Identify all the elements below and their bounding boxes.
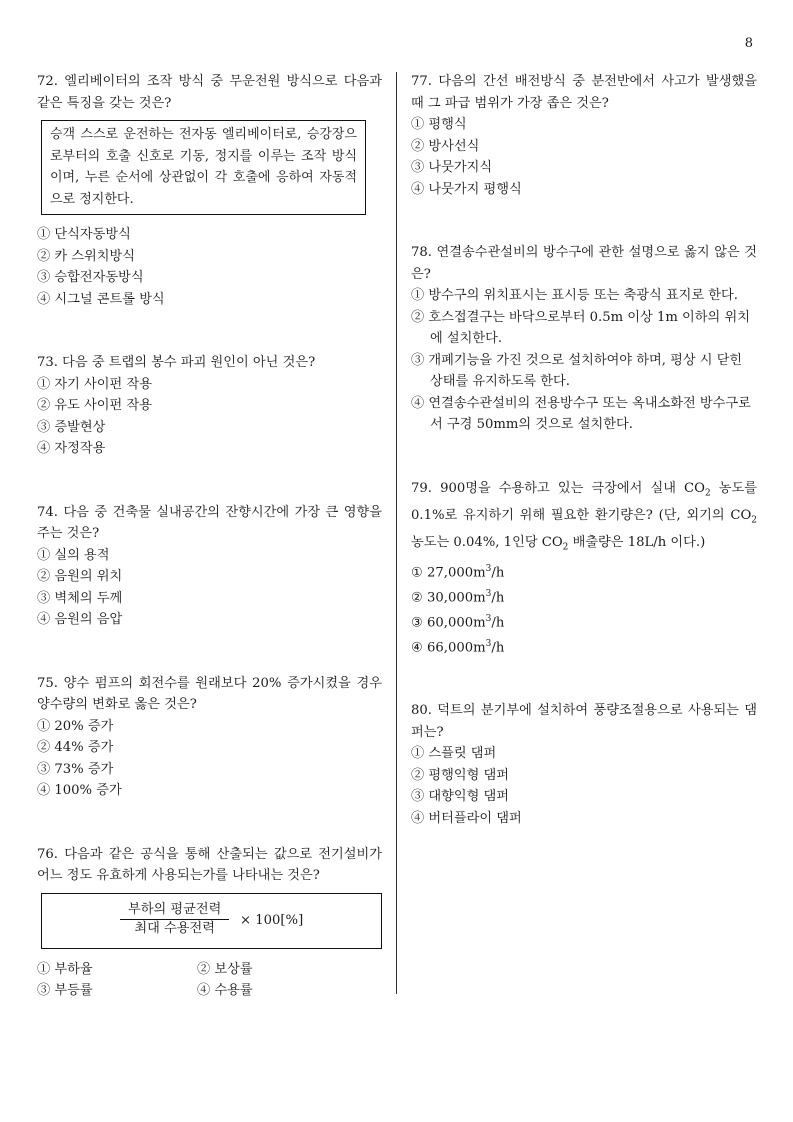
stem-part: 농도는 0.04%, 1인당 CO xyxy=(411,534,563,550)
formula-fraction xyxy=(120,901,229,938)
option-1[interactable]: ① 부하율 xyxy=(37,961,93,977)
option-3[interactable]: ③ 부등률 xyxy=(37,983,93,998)
option-1[interactable]: ① 실의 용적 xyxy=(37,547,110,563)
option-3[interactable]: ③ 증발현상 xyxy=(37,419,106,435)
option-4[interactable] xyxy=(411,634,757,659)
options-grid xyxy=(37,959,382,1002)
question-74 xyxy=(37,502,382,631)
formula-box xyxy=(41,893,382,949)
subscript: 2 xyxy=(751,515,757,526)
question-75 xyxy=(37,673,382,802)
option-2[interactable]: ② 호스접결구는 바닥으로부터 0.5m 이상 1m 이하의 위치에 설치한다. xyxy=(411,309,750,346)
option-4[interactable]: ④ 나뭇가지 평행식 xyxy=(411,181,522,197)
option-4[interactable]: ④ 연결송수관설비의 전용방수구 또는 옥내소화전 방수구로서 구경 50mm의 것으로 설치한다. xyxy=(411,395,751,432)
question-stem: 78. 연결송수관설비의 방수구에 관한 설명으로 옳지 않은 것은? xyxy=(411,245,757,282)
option-1[interactable]: ① 방수구의 위치표시는 표시등 또는 축광식 표지로 한다. xyxy=(411,288,738,303)
question-stem xyxy=(411,478,757,559)
option-2[interactable]: ② 방사선식 xyxy=(411,138,480,154)
option-2[interactable]: ② 음원의 위치 xyxy=(37,569,123,584)
stem-part: 79. 900명을 수용하고 있는 극장에서 실내 CO xyxy=(411,480,705,496)
subscript: 2 xyxy=(562,542,569,553)
option-1[interactable]: ① 20% 증가 xyxy=(37,718,114,734)
option-2[interactable] xyxy=(411,584,757,609)
option-3[interactable]: ③ 승합전자동방식 xyxy=(37,270,144,285)
option-unit: /h xyxy=(491,615,505,631)
formula-multiplier: × 100[%] xyxy=(240,912,304,928)
page-number: 8 xyxy=(744,36,753,51)
option-text: ① 27,000m xyxy=(411,565,486,581)
question-stem: 77. 다음의 간선 배전방식 중 분전반에서 사고가 발생했을 때 그 파급 범위가 가장 좁은 것은? xyxy=(411,74,757,111)
option-2[interactable]: ② 44% 증가 xyxy=(37,740,114,755)
question-73 xyxy=(37,352,382,460)
option-3[interactable]: ③ 개폐기능을 가진 것으로 설치하여야 하며, 평상 시 닫힌 상태를 유지하도록 한다. xyxy=(411,352,743,389)
option-2[interactable]: ② 보상률 xyxy=(197,961,253,977)
superscript: 3 xyxy=(485,613,492,624)
question-box: 승객 스스로 운전하는 전자동 엘리베이터로, 승강장으로부터의 호출 신호로 기동, 정지를 이루는 조작 방식이며, 누른 순서에 상관없이 각 호출에 응하여 자동적으로 정지한다. xyxy=(41,120,366,215)
option-text: ② 30,000m xyxy=(411,590,486,606)
formula-numerator: 부하의 평균전력 xyxy=(120,901,229,920)
question-72 xyxy=(37,71,382,310)
option-4[interactable]: ④ 100% 증가 xyxy=(37,783,122,798)
option-unit: /h xyxy=(491,639,505,655)
option-3[interactable]: ③ 대향익형 댐퍼 xyxy=(411,789,510,805)
stem-part: 농도를 0.1%로 유지하기 위해 필요한 환기량은? (단, 외기의 CO xyxy=(411,480,757,523)
option-text: ④ 66,000m xyxy=(411,639,486,655)
question-80 xyxy=(411,700,757,829)
question-77 xyxy=(411,71,757,200)
superscript: 3 xyxy=(485,638,492,649)
stem-part: 배출량은 18L/h 이다.) xyxy=(568,534,706,550)
question-78 xyxy=(411,242,757,436)
option-3[interactable]: ③ 나뭇가지식 xyxy=(411,160,493,175)
question-stem: 72. 엘리베이터의 조작 방식 중 무운전원 방식으로 다음과 같은 특징을 갖는 것은? xyxy=(37,74,382,111)
formula-denominator: 최대 수용전력 xyxy=(134,920,215,936)
option-2[interactable]: ② 카 스위치방식 xyxy=(37,248,136,264)
option-1[interactable]: ① 평행식 xyxy=(411,117,467,132)
option-3[interactable]: ③ 벽체의 두께 xyxy=(37,590,123,606)
option-4[interactable]: ④ 수용률 xyxy=(197,983,253,998)
option-3[interactable]: ③ 73% 증가 xyxy=(37,761,114,777)
superscript: 3 xyxy=(485,588,492,599)
option-1[interactable] xyxy=(411,559,757,584)
option-2[interactable]: ② 유도 사이펀 작용 xyxy=(37,398,152,413)
option-1[interactable]: ① 단식자동방식 xyxy=(37,227,131,242)
option-1[interactable]: ① 스플릿 댐퍼 xyxy=(411,746,497,762)
option-unit: /h xyxy=(491,565,505,581)
question-stem: 80. 덕트의 분기부에 설치하여 풍량조절용으로 사용되는 댐퍼는? xyxy=(411,703,757,740)
question-stem: 76. 다음과 같은 공식을 통해 산출되는 값으로 전기설비가 어느 정도 유효하게 사용되는가를 나타내는 것은? xyxy=(37,846,382,883)
subscript: 2 xyxy=(704,488,711,499)
option-text: ③ 60,000m xyxy=(411,615,486,631)
right-column xyxy=(411,71,757,829)
question-stem: 74. 다음 중 건축물 실내공간의 잔향시간에 가장 큰 영향을 주는 것은? xyxy=(37,504,382,541)
question-76 xyxy=(37,844,382,1002)
question-79 xyxy=(411,478,757,659)
question-stem: 75. 양수 펌프의 회전수를 원래보다 20% 증가시켰을 경우 양수량의 변화로 옳은 것은? xyxy=(37,675,382,712)
column-divider xyxy=(396,72,397,994)
option-1[interactable]: ① 자기 사이펀 작용 xyxy=(37,376,152,392)
option-4[interactable]: ④ 자정작용 xyxy=(37,441,106,456)
option-4[interactable]: ④ 음원의 음압 xyxy=(37,612,123,627)
option-4[interactable]: ④ 버터플라이 댐퍼 xyxy=(411,810,522,826)
question-stem: 73. 다음 중 트랩의 봉수 파괴 원인이 아닌 것은? xyxy=(37,355,316,370)
superscript: 3 xyxy=(485,563,492,574)
option-3[interactable] xyxy=(411,609,757,634)
left-column xyxy=(37,71,382,1002)
option-2[interactable]: ② 평행익형 댐퍼 xyxy=(411,767,510,783)
option-4[interactable]: ④ 시그널 콘트롤 방식 xyxy=(37,291,165,307)
option-unit: /h xyxy=(491,590,505,606)
